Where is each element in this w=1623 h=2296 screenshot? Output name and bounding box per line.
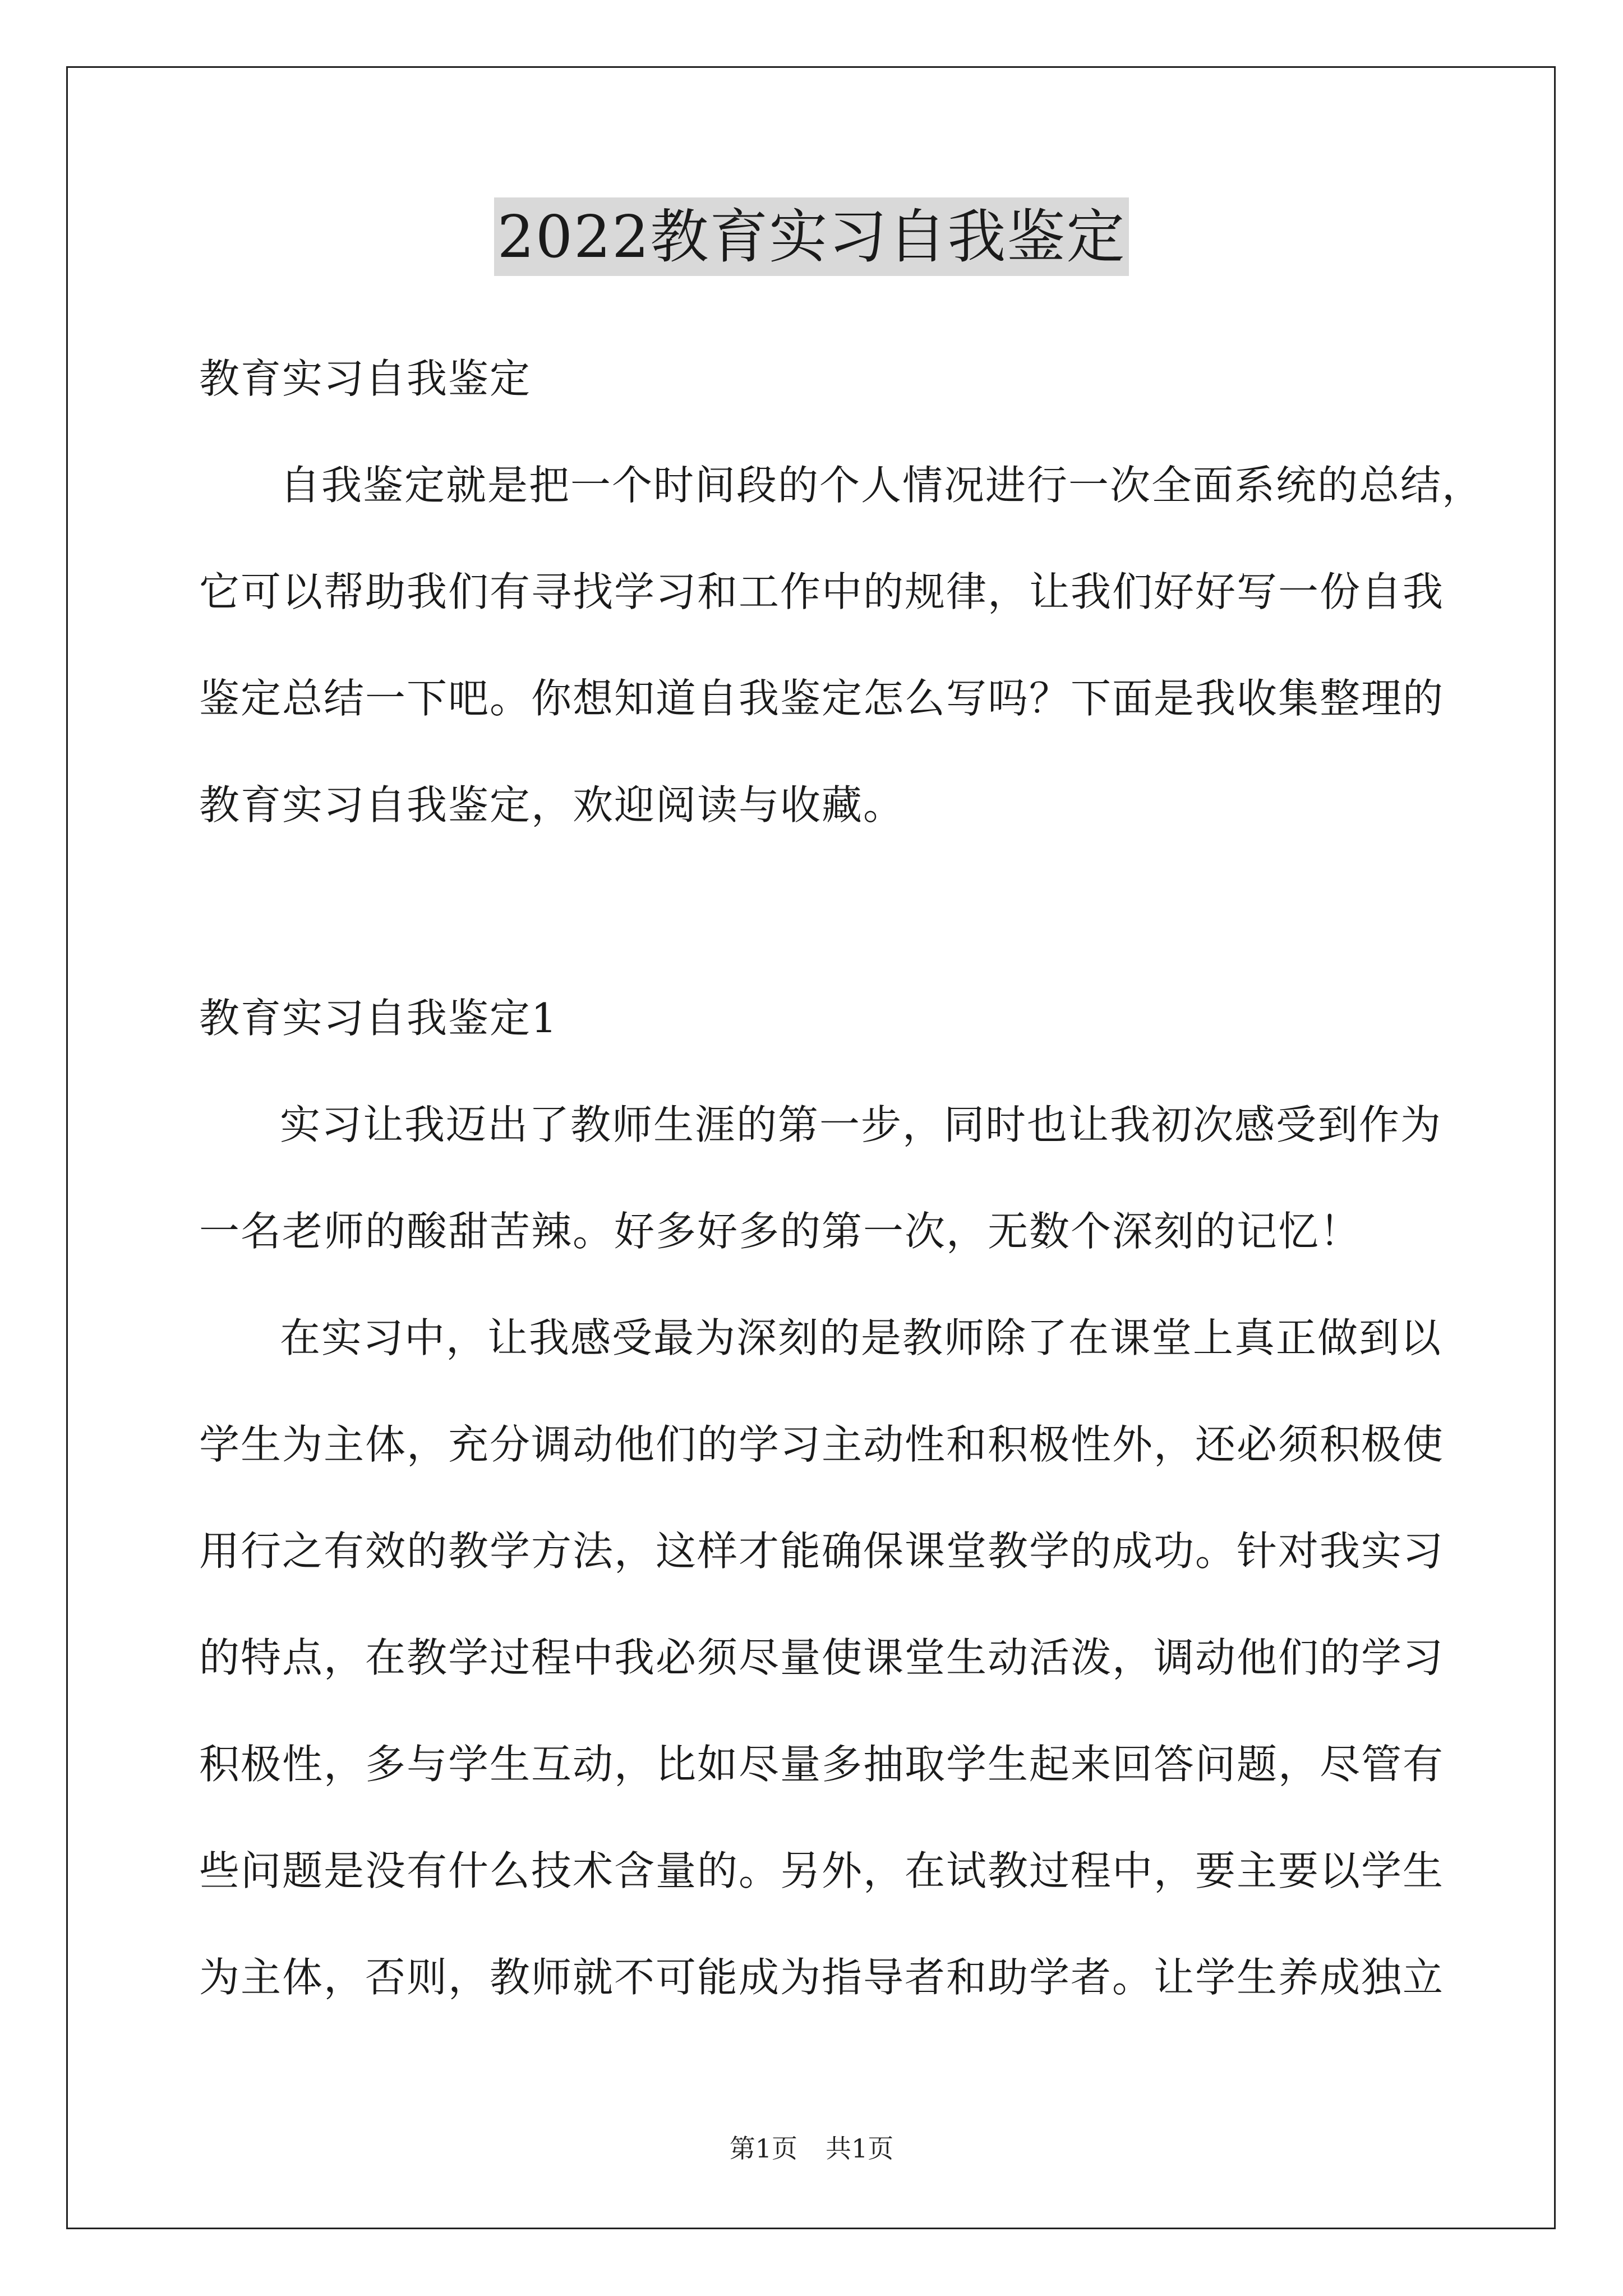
page-footer: [0, 2132, 1623, 2165]
title-container: [0, 197, 1623, 276]
para2-line-7: 为主体，否则，教师就不可能成为指导者和助学者。让学生养成独立: [199, 1954, 1445, 2001]
paragraph-spacer: [199, 858, 1430, 965]
document-body: [199, 325, 1484, 2031]
para2-line-6: 些问题是没有什么技术含量的。另外，在试教过程中，要主要以学生: [199, 1847, 1445, 1894]
para2-line-3: 用行之有效的教学方法，这样才能确保课堂教学的成功。针对我实习: [199, 1527, 1445, 1575]
document-title: 2022教育实习自我鉴定: [494, 197, 1129, 276]
para1-line-1: 实习让我迈出了教师生涯的第一步，同时也让我初次感受到作为: [280, 1101, 1442, 1148]
section-heading-main: 教育实习自我鉴定: [199, 355, 532, 402]
para2-line-5: 积极性，多与学生互动，比如尽量多抽取学生起来回答问题，尽管有: [199, 1741, 1445, 1788]
para2-line-1: 在实习中，让我感受最为深刻的是教师除了在课堂上真正做到以: [280, 1314, 1442, 1361]
intro-line-4: 教育实习自我鉴定，欢迎阅读与收藏。: [199, 781, 905, 829]
page-total: 共1页: [826, 2133, 894, 2164]
intro-line-2: 它可以帮助我们有寻找学习和工作中的规律，让我们好好写一份自我: [199, 568, 1445, 615]
intro-line-3: 鉴定总结一下吧。你想知道自我鉴定怎么写吗？下面是我收集整理的: [199, 675, 1445, 722]
para1-line-2: 一名老师的酸甜苦辣。好多好多的第一次，无数个深刻的记忆！: [199, 1208, 1362, 1255]
section-heading-1: 教育实习自我鉴定1: [199, 995, 558, 1042]
para2-line-4: 的特点，在教学过程中我必须尽量使课堂生动活泼，调动他们的学习: [199, 1634, 1445, 1681]
para2-line-2: 学生为主体，充分调动他们的学习主动性和积极性外，还必须积极使: [199, 1421, 1445, 1468]
intro-line-1: 自我鉴定就是把一个时间段的个人情况进行一次全面系统的总结，: [280, 462, 1484, 509]
page-number: 第1页: [729, 2133, 797, 2164]
